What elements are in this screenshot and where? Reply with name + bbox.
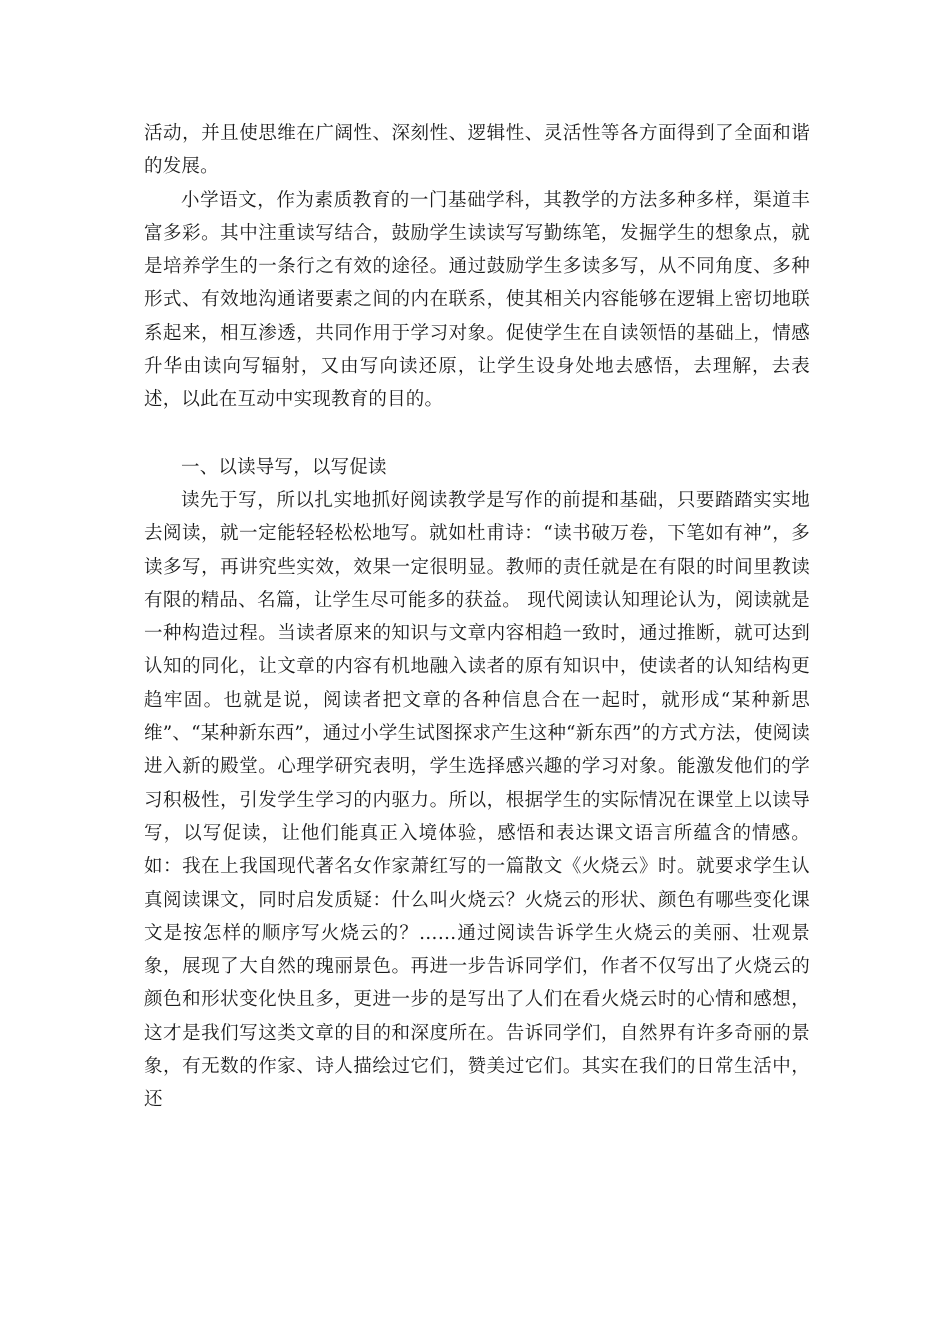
paragraph-continued: 活动，并且使思维在广阔性、深刻性、逻辑性、灵活性等各方面得到了全面和谐的发展。: [144, 123, 810, 178]
section-heading: 一、以读导写，以写促读: [181, 456, 387, 478]
paragraph-spacer: [144, 417, 810, 451]
paragraph-intro: 小学语文，作为素质教育的一门基础学科，其教学的方法多种多样，渠道丰富多彩。其中注重读写结合，鼓励学生读读写写勤练笔，发掘学生的想象点，就是培养学生的一条行之有效的途径。通过鼓励学生多读多写，从不同角度、多种形式、有效地沟通诸要素之间的内在联系，使其相关内容能够在逻辑上密切地联系起来，相互渗透，共同作用于学习对象。促使学生在自读领悟的基础上，情感升华由读向写辐射，又由写向读还原，让学生设身处地去感悟，去理解，去表述，以此在互动中实现教育的目的。: [144, 189, 810, 411]
section-body-paragraph: 读先于写，所以扎实地抓好阅读教学是写作的前提和基础，只要踏踏实实地去阅读，就一定能轻轻松松地写。就如杜甫诗：“读书破万卷，下笔如有神”，多读多写，再讲究些实效，效果一定很明显。教师的责任就是在有限的时间里教读有限的精品、名篇，让学生尽可能多的获益。 现代阅读认知理论认为，阅读就是一种构造过程。当读者原来的知识与文章内容相趋一致时，通过推断，就可达到认知的同化，让文章的内容有机地融入读者的原有知识中，使读者的认知结构更趋牢固。也就是说，阅读者把文章的各种信息合在一起时，就形成“某种新思维”、“某种新东西”，通过小学生试图探求产生这种“新东西”的方式方法，使阅读进入新的殿堂。心理学研究表明，学生选择感兴趣的学习对象。能激发他们的学习积极性，引发学生学习的内驱力。所以，根据学生的实际情况在课堂上以读导写，以写促读，让他们能真正入境体验，感悟和表达课文语言所蕴含的情感。如：我在上我国现代著名女作家萧红写的一篇散文《火烧云》时。就要求学生认真阅读课文，同时启发质疑：什么叫火烧云？火烧云的形状、颜色有哪些变化课文是按怎样的顺序写火烧云的？……通过阅读告诉学生火烧云的美丽、壮观景象，展现了大自然的瑰丽景色。再进一步告诉同学们，作者不仅写出了火烧云的颜色和形状变化快且多，更进一步的是写出了人们在看火烧云时的心情和感想，这才是我们写这类文章的目的和深度所在。告诉同学们，自然界有许多奇丽的景象，有无数的作家、诗人描绘过它们，赞美过它们。其实在我们的日常生活中，还: [144, 489, 810, 1111]
document-page: [144, 117, 810, 1117]
